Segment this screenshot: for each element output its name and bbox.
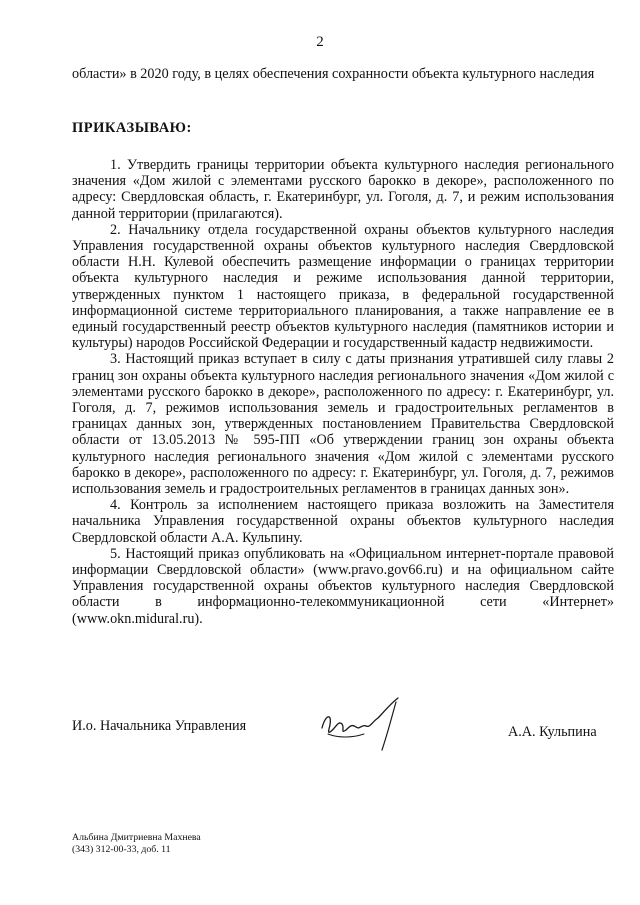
intro-paragraph: области» в 2020 году, в целях обеспечения сохранности объекта культурного наследия [72,66,595,82]
order-item-1: 1. Утвердить границы территории объекта культурного наследия регионального значения «Дом жилой с элементами русского барокко в декоре», расположенного по адресу: Свердловская область, г. Екатеринбург, ул. Гоголя, д. 7, и режим использования данной территории (прилагаются). [72,157,614,222]
signatory-name: А.А. Кульпина [508,724,597,740]
order-item-5: 5. Настоящий приказ опубликовать на «Официальном интернет-портале правовой информации Свердловской области» (www.pravo.gov66.ru) и на официальном сайте Управления государственной охраны объектов культурного наследия Свердловской области в информационно-телекоммуникационной сети «Интернет» (www.okn.midural.ru). [72,545,614,627]
order-items [72,157,614,627]
contact-name: Альбина Дмитриевна Махнева [72,832,201,843]
order-heading: ПРИКАЗЫВАЮ: [72,120,192,136]
footer-contact [72,832,201,856]
page-number: 2 [316,34,324,50]
handwritten-signature [318,694,408,754]
order-item-3: 3. Настоящий приказ вступает в силу с даты признания утратившей силу главы 2 границ зон охраны объекта культурного наследия регионального значения «Дом жилой с элементами русского барокко в декоре», расположенного по адресу: г. Екатеринбург, ул. Гоголя, д. 7, режимов использования земель и градостроительных регламентов в границах данных зон, утвержденных постановлением Правительства Свердловской области от 13.05.2013 № 595-ПП «Об утверждении границ зон охраны объекта культурного наследия регионального значения «Дом жилой с элементами русского барокко в декоре», расположенного по адресу: г. Екатеринбург, ул. Гоголя, д. 7, режимов использования земель и градостроительных регламентов в границах данных зон». [72,351,614,498]
order-item-2: 2. Начальнику отдела государственной охраны объектов культурного наследия Управления государственной охраны объектов культурного наследия Свердловской области Н.Н. Кулевой обеспечить размещение информации о границах территории объекта культурного наследия и режиме использования данной территории, утвержденных пунктом 1 настоящего приказа, в федеральной государственной информационной системе территориального планирования, а также направление ее в единый государственный реестр объектов культурного наследия (памятников истории и культуры) народов Российской Федерации и государственный кадастр недвижимости. [72,221,614,352]
contact-phone: (343) 312-00-33, доб. 11 [72,844,171,855]
order-item-4: 4. Контроль за исполнением настоящего приказа возложить на Заместителя начальника Управления государственной охраны объектов культурного наследия Свердловской области А.А. Кульпину. [72,497,614,546]
signatory-role: И.о. Начальника Управления [72,718,247,734]
